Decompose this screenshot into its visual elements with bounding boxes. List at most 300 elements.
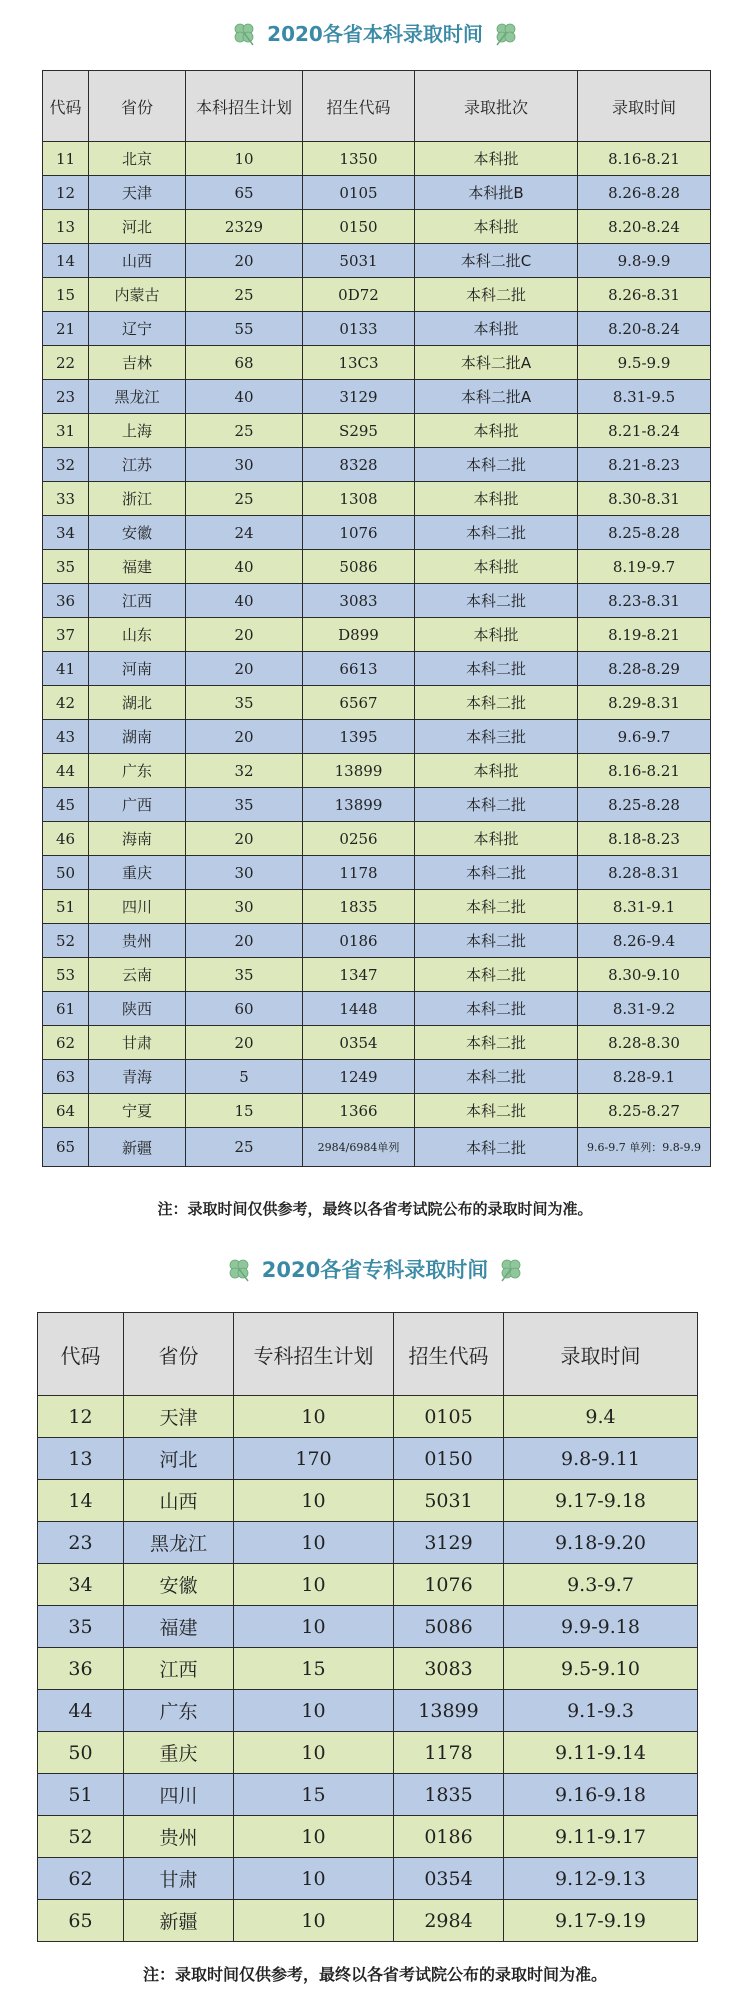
table-cell: 36 xyxy=(38,1648,124,1690)
undergrad-table-body xyxy=(43,142,711,1167)
table-cell: 2329 xyxy=(186,210,303,244)
table-cell: 32 xyxy=(186,754,303,788)
table-cell: 福建 xyxy=(89,550,186,584)
table-cell: 江西 xyxy=(89,584,186,618)
clover-icon xyxy=(231,20,257,46)
table-cell: 本科二批A xyxy=(415,380,578,414)
table-cell: 170 xyxy=(234,1438,394,1480)
table-cell: 45 xyxy=(43,788,89,822)
table-cell: 12 xyxy=(38,1396,124,1438)
table-cell: 10 xyxy=(234,1396,394,1438)
undergrad-note: 注：录取时间仅供参考，最终以各省考试院公布的录取时间为准。 xyxy=(157,1200,593,1218)
table-cell: 天津 xyxy=(124,1396,234,1438)
table-cell: 本科二批 xyxy=(415,278,578,312)
table-cell: 37 xyxy=(43,618,89,652)
table-row xyxy=(38,1438,698,1480)
table-row xyxy=(43,754,711,788)
column-header-province: 省份 xyxy=(89,71,186,142)
table-cell: 15 xyxy=(234,1774,394,1816)
table-cell: 浙江 xyxy=(89,482,186,516)
column-header-code: 代码 xyxy=(43,71,89,142)
table-row xyxy=(43,448,711,482)
table-cell: 0256 xyxy=(303,822,415,856)
table-cell: 本科二批 xyxy=(415,890,578,924)
table-cell: 云南 xyxy=(89,958,186,992)
clover-icon xyxy=(226,1256,252,1282)
table-row xyxy=(43,312,711,346)
table-cell: 1076 xyxy=(394,1564,504,1606)
table-cell: 甘肃 xyxy=(89,1026,186,1060)
clover-icon xyxy=(493,20,519,46)
table-row xyxy=(43,1060,711,1094)
table-cell: 8.20-8.24 xyxy=(578,210,711,244)
undergrad-admission-table xyxy=(42,70,711,1167)
table-cell: 四川 xyxy=(89,890,186,924)
table-cell: 5031 xyxy=(303,244,415,278)
table-cell: 8.26-8.31 xyxy=(578,278,711,312)
clover-icon xyxy=(498,1256,524,1282)
table-cell: 63 xyxy=(43,1060,89,1094)
table-cell: 8.28-8.29 xyxy=(578,652,711,686)
table-cell: 14 xyxy=(43,244,89,278)
table-cell: 30 xyxy=(186,856,303,890)
table-cell: 10 xyxy=(234,1690,394,1732)
table-cell: 62 xyxy=(43,1026,89,1060)
table-cell: 8.26-9.4 xyxy=(578,924,711,958)
table-cell: 9.8-9.9 xyxy=(578,244,711,278)
table-cell: 8.19-8.21 xyxy=(578,618,711,652)
table-cell: 13899 xyxy=(303,754,415,788)
table-cell: 广东 xyxy=(124,1690,234,1732)
table-cell: 52 xyxy=(43,924,89,958)
table-cell: 15 xyxy=(234,1648,394,1690)
table-cell: 41 xyxy=(43,652,89,686)
table-cell: 本科二批 xyxy=(415,652,578,686)
table-cell: 8.30-8.31 xyxy=(578,482,711,516)
column-header-time: 录取时间 xyxy=(578,71,711,142)
table-cell: 35 xyxy=(38,1606,124,1648)
table-row xyxy=(43,550,711,584)
table-cell: 44 xyxy=(43,754,89,788)
table-cell: 本科批 xyxy=(415,822,578,856)
table-cell: 1835 xyxy=(303,890,415,924)
table-cell: 15 xyxy=(186,1094,303,1128)
table-cell: 1178 xyxy=(394,1732,504,1774)
table-cell: 8.31-9.2 xyxy=(578,992,711,1026)
table-row xyxy=(38,1606,698,1648)
table-cell: 1076 xyxy=(303,516,415,550)
table-row xyxy=(43,278,711,312)
table-cell: 8.31-9.5 xyxy=(578,380,711,414)
table-cell: 1178 xyxy=(303,856,415,890)
table-cell: 5086 xyxy=(394,1606,504,1648)
table-cell: 本科二批 xyxy=(415,1128,578,1167)
table-cell: 23 xyxy=(38,1522,124,1564)
table-cell: 10 xyxy=(234,1564,394,1606)
table-cell: 河北 xyxy=(124,1438,234,1480)
table-cell: 25 xyxy=(186,1128,303,1167)
table-cell: 新疆 xyxy=(124,1900,234,1942)
table-cell: 8.28-8.30 xyxy=(578,1026,711,1060)
table-cell: 8.18-8.23 xyxy=(578,822,711,856)
table-cell: 0354 xyxy=(303,1026,415,1060)
table-cell: 0105 xyxy=(394,1396,504,1438)
table-row xyxy=(43,142,711,176)
table-row xyxy=(43,1128,711,1167)
table-cell: 1308 xyxy=(303,482,415,516)
table-cell: 55 xyxy=(186,312,303,346)
table-row xyxy=(43,890,711,924)
table-cell: 海南 xyxy=(89,822,186,856)
table-cell: 本科二批 xyxy=(415,788,578,822)
table-cell: 9.5-9.10 xyxy=(504,1648,698,1690)
table-cell: 8.19-9.7 xyxy=(578,550,711,584)
table-cell: 35 xyxy=(186,686,303,720)
table-cell: 本科二批A xyxy=(415,346,578,380)
table-cell: 重庆 xyxy=(124,1732,234,1774)
column-header-plan: 专科招生计划 xyxy=(234,1313,394,1396)
column-header-batch: 录取批次 xyxy=(415,71,578,142)
table-cell: 8.23-8.31 xyxy=(578,584,711,618)
column-header-enroll-code: 招生代码 xyxy=(394,1313,504,1396)
table-cell: 65 xyxy=(186,176,303,210)
column-header-plan: 本科招生计划 xyxy=(186,71,303,142)
table-row xyxy=(43,1094,711,1128)
table-cell: 本科二批 xyxy=(415,584,578,618)
table-cell: 13C3 xyxy=(303,346,415,380)
table-cell: 64 xyxy=(43,1094,89,1128)
table-cell: 8328 xyxy=(303,448,415,482)
table-cell: 1395 xyxy=(303,720,415,754)
table-cell: 3083 xyxy=(394,1648,504,1690)
table-cell: 43 xyxy=(43,720,89,754)
table-cell: 65 xyxy=(43,1128,89,1167)
table-cell: 吉林 xyxy=(89,346,186,380)
table-cell: 10 xyxy=(234,1480,394,1522)
table-row xyxy=(43,584,711,618)
table-cell: 山西 xyxy=(124,1480,234,1522)
table-row xyxy=(43,1026,711,1060)
table-cell: 四川 xyxy=(124,1774,234,1816)
table-cell: 本科二批 xyxy=(415,992,578,1026)
table-cell: 河南 xyxy=(89,652,186,686)
table-cell: 本科二批 xyxy=(415,516,578,550)
table-row xyxy=(43,652,711,686)
table-cell: 1350 xyxy=(303,142,415,176)
table-cell: 15 xyxy=(43,278,89,312)
table-cell: 0133 xyxy=(303,312,415,346)
table-cell: 3129 xyxy=(394,1522,504,1564)
table-row xyxy=(43,244,711,278)
table-cell: 内蒙古 xyxy=(89,278,186,312)
table-row xyxy=(43,958,711,992)
table-row xyxy=(43,992,711,1026)
table-cell: 9.8-9.11 xyxy=(504,1438,698,1480)
table-cell: 8.26-8.28 xyxy=(578,176,711,210)
table-cell: 42 xyxy=(43,686,89,720)
table-cell: 黑龙江 xyxy=(89,380,186,414)
table-row xyxy=(43,686,711,720)
table-cell: 35 xyxy=(43,550,89,584)
table-cell: 20 xyxy=(186,652,303,686)
table-cell: 辽宁 xyxy=(89,312,186,346)
table-cell: 本科批 xyxy=(415,754,578,788)
table-cell: 35 xyxy=(186,958,303,992)
table-cell: 新疆 xyxy=(89,1128,186,1167)
table-cell: 9.6-9.7 xyxy=(578,720,711,754)
table-cell: 65 xyxy=(38,1900,124,1942)
table-cell: 3129 xyxy=(303,380,415,414)
table-cell: S295 xyxy=(303,414,415,448)
table-cell: 35 xyxy=(186,788,303,822)
table-header-row xyxy=(38,1313,698,1396)
table-cell: 本科批B xyxy=(415,176,578,210)
table-cell: 宁夏 xyxy=(89,1094,186,1128)
table-cell: 2984 xyxy=(394,1900,504,1942)
table-cell: 山东 xyxy=(89,618,186,652)
table-cell: 重庆 xyxy=(89,856,186,890)
table-cell: 1249 xyxy=(303,1060,415,1094)
table-cell: 河北 xyxy=(89,210,186,244)
table-cell: 36 xyxy=(43,584,89,618)
table-cell: 0186 xyxy=(303,924,415,958)
table-cell: 湖北 xyxy=(89,686,186,720)
table-cell: 50 xyxy=(38,1732,124,1774)
table-cell: 甘肃 xyxy=(124,1858,234,1900)
table-cell: 本科二批 xyxy=(415,958,578,992)
table-cell: 9.1-9.3 xyxy=(504,1690,698,1732)
table-cell: 贵州 xyxy=(89,924,186,958)
table-row xyxy=(43,822,711,856)
vocational-table-body xyxy=(38,1396,698,1942)
table-cell: 23 xyxy=(43,380,89,414)
table-row xyxy=(43,788,711,822)
table-cell: 1835 xyxy=(394,1774,504,1816)
table-cell: 52 xyxy=(38,1816,124,1858)
table-cell: 20 xyxy=(186,244,303,278)
table-cell: 8.30-9.10 xyxy=(578,958,711,992)
table-cell: 本科二批C xyxy=(415,244,578,278)
column-header-code: 代码 xyxy=(38,1313,124,1396)
table-cell: 20 xyxy=(186,618,303,652)
table-cell: 湖南 xyxy=(89,720,186,754)
table-cell: 本科三批 xyxy=(415,720,578,754)
table-cell: 10 xyxy=(234,1816,394,1858)
table-cell: 天津 xyxy=(89,176,186,210)
table-cell: 8.21-8.23 xyxy=(578,448,711,482)
table-cell: 20 xyxy=(186,822,303,856)
undergrad-title: 2020各省本科录取时间 xyxy=(267,22,483,46)
table-cell: 9.11-9.17 xyxy=(504,1816,698,1858)
table-cell: 广西 xyxy=(89,788,186,822)
table-row xyxy=(43,856,711,890)
table-row xyxy=(43,924,711,958)
table-row xyxy=(43,380,711,414)
vocational-note: 注：录取时间仅供参考，最终以各省考试院公布的录取时间为准。 xyxy=(142,1965,607,1984)
table-cell: 21 xyxy=(43,312,89,346)
table-cell: 60 xyxy=(186,992,303,1026)
table-row xyxy=(38,1732,698,1774)
table-cell: 34 xyxy=(43,516,89,550)
table-cell: 3083 xyxy=(303,584,415,618)
table-cell: 20 xyxy=(186,720,303,754)
table-cell: 68 xyxy=(186,346,303,380)
table-cell: 1448 xyxy=(303,992,415,1026)
table-cell: 13 xyxy=(38,1438,124,1480)
table-cell: 2984/6984单列 xyxy=(303,1128,415,1167)
table-cell: 62 xyxy=(38,1858,124,1900)
vocational-admission-table xyxy=(37,1312,698,1942)
table-cell: 1347 xyxy=(303,958,415,992)
table-row xyxy=(43,482,711,516)
table-cell: 9.3-9.7 xyxy=(504,1564,698,1606)
table-cell: 上海 xyxy=(89,414,186,448)
table-cell: 40 xyxy=(186,550,303,584)
table-cell: 贵州 xyxy=(124,1816,234,1858)
table-cell: 40 xyxy=(186,380,303,414)
table-cell: 8.16-8.21 xyxy=(578,754,711,788)
table-header-row xyxy=(43,71,711,142)
table-cell: 33 xyxy=(43,482,89,516)
table-cell: 8.28-9.1 xyxy=(578,1060,711,1094)
vocational-title-bar xyxy=(0,1254,750,1286)
table-cell: 8.29-8.31 xyxy=(578,686,711,720)
table-cell: 江苏 xyxy=(89,448,186,482)
table-cell: 50 xyxy=(43,856,89,890)
table-cell: 9.17-9.18 xyxy=(504,1480,698,1522)
column-header-enroll-code: 招生代码 xyxy=(303,71,415,142)
table-cell: 51 xyxy=(43,890,89,924)
table-cell: 10 xyxy=(234,1732,394,1774)
table-row xyxy=(38,1690,698,1732)
table-cell: 25 xyxy=(186,278,303,312)
table-cell: 本科二批 xyxy=(415,856,578,890)
table-cell: 10 xyxy=(234,1606,394,1648)
table-cell: 安徽 xyxy=(124,1564,234,1606)
table-cell: 1366 xyxy=(303,1094,415,1128)
table-cell: 0150 xyxy=(303,210,415,244)
table-cell: 8.31-9.1 xyxy=(578,890,711,924)
table-cell: 12 xyxy=(43,176,89,210)
table-cell: 本科二批 xyxy=(415,924,578,958)
table-cell: 本科批 xyxy=(415,142,578,176)
table-cell: 0150 xyxy=(394,1438,504,1480)
table-cell: 10 xyxy=(234,1858,394,1900)
table-cell: 本科二批 xyxy=(415,686,578,720)
table-row xyxy=(43,210,711,244)
column-header-province: 省份 xyxy=(124,1313,234,1396)
table-row xyxy=(43,346,711,380)
table-cell: 10 xyxy=(234,1900,394,1942)
table-cell: 山西 xyxy=(89,244,186,278)
table-cell: 0105 xyxy=(303,176,415,210)
table-cell: 8.25-8.27 xyxy=(578,1094,711,1128)
table-cell: 0354 xyxy=(394,1858,504,1900)
table-row xyxy=(43,720,711,754)
table-cell: 13899 xyxy=(303,788,415,822)
table-cell: 5086 xyxy=(303,550,415,584)
table-row xyxy=(43,176,711,210)
table-cell: 11 xyxy=(43,142,89,176)
table-cell: 32 xyxy=(43,448,89,482)
table-cell: 本科批 xyxy=(415,210,578,244)
table-row xyxy=(43,618,711,652)
table-cell: 5 xyxy=(186,1060,303,1094)
table-row xyxy=(38,1522,698,1564)
table-cell: 9.17-9.19 xyxy=(504,1900,698,1942)
table-cell: 9.16-9.18 xyxy=(504,1774,698,1816)
table-cell: 广东 xyxy=(89,754,186,788)
table-cell: 9.11-9.14 xyxy=(504,1732,698,1774)
table-cell: 14 xyxy=(38,1480,124,1522)
table-cell: 25 xyxy=(186,414,303,448)
table-cell: 5031 xyxy=(394,1480,504,1522)
table-cell: 陕西 xyxy=(89,992,186,1026)
table-row xyxy=(43,414,711,448)
column-header-time: 录取时间 xyxy=(504,1313,698,1396)
table-row xyxy=(38,1816,698,1858)
table-cell: 40 xyxy=(186,584,303,618)
table-row xyxy=(38,1774,698,1816)
table-cell: 9.6-9.7 单列：9.8-9.9 xyxy=(578,1128,711,1167)
table-cell: 0186 xyxy=(394,1816,504,1858)
table-cell: 福建 xyxy=(124,1606,234,1648)
table-cell: 30 xyxy=(186,890,303,924)
table-cell: 13899 xyxy=(394,1690,504,1732)
table-cell: 10 xyxy=(234,1522,394,1564)
table-cell: 9.12-9.13 xyxy=(504,1858,698,1900)
table-cell: 本科二批 xyxy=(415,448,578,482)
vocational-title: 2020各省专科录取时间 xyxy=(261,1258,489,1282)
table-cell: 0D72 xyxy=(303,278,415,312)
table-row xyxy=(38,1564,698,1606)
table-cell: 青海 xyxy=(89,1060,186,1094)
table-cell: 6567 xyxy=(303,686,415,720)
table-cell: 本科批 xyxy=(415,618,578,652)
table-row xyxy=(38,1858,698,1900)
table-row xyxy=(38,1480,698,1522)
table-cell: 本科二批 xyxy=(415,1026,578,1060)
table-cell: D899 xyxy=(303,618,415,652)
table-cell: 10 xyxy=(186,142,303,176)
table-cell: 8.20-8.24 xyxy=(578,312,711,346)
table-cell: 9.4 xyxy=(504,1396,698,1438)
table-cell: 34 xyxy=(38,1564,124,1606)
table-cell: 31 xyxy=(43,414,89,448)
table-cell: 22 xyxy=(43,346,89,380)
table-cell: 本科批 xyxy=(415,482,578,516)
table-cell: 9.9-9.18 xyxy=(504,1606,698,1648)
table-cell: 本科批 xyxy=(415,312,578,346)
table-cell: 8.28-8.31 xyxy=(578,856,711,890)
table-cell: 24 xyxy=(186,516,303,550)
table-cell: 6613 xyxy=(303,652,415,686)
table-cell: 53 xyxy=(43,958,89,992)
table-row xyxy=(38,1648,698,1690)
table-cell: 本科批 xyxy=(415,550,578,584)
table-cell: 44 xyxy=(38,1690,124,1732)
table-cell: 本科二批 xyxy=(415,1060,578,1094)
table-cell: 46 xyxy=(43,822,89,856)
table-cell: 30 xyxy=(186,448,303,482)
table-cell: 51 xyxy=(38,1774,124,1816)
table-cell: 安徽 xyxy=(89,516,186,550)
table-cell: 黑龙江 xyxy=(124,1522,234,1564)
table-cell: 8.21-8.24 xyxy=(578,414,711,448)
table-cell: 13 xyxy=(43,210,89,244)
table-cell: 本科批 xyxy=(415,414,578,448)
table-row xyxy=(38,1396,698,1438)
